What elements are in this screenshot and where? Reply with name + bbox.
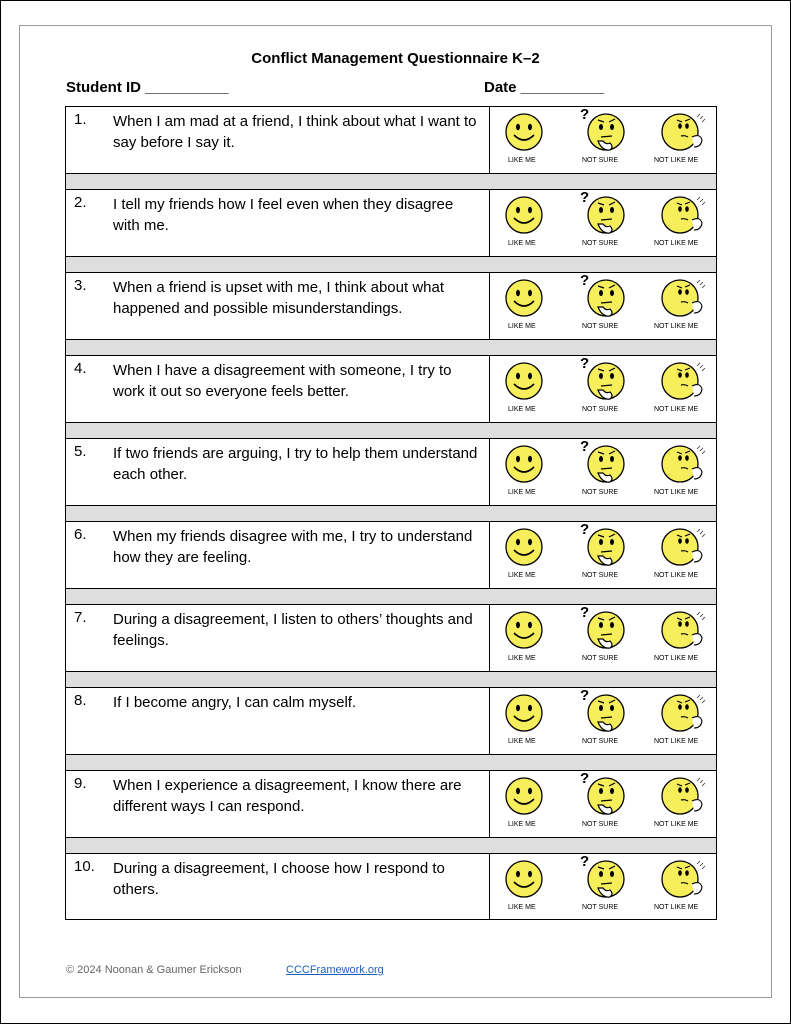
question-number: 4. — [74, 360, 87, 377]
question-row — [66, 605, 716, 671]
row-separator — [66, 422, 716, 439]
not-like-me-option[interactable] — [650, 605, 710, 671]
smiley-icon — [492, 439, 552, 489]
skeptical-face-icon — [650, 273, 710, 323]
copyright-text: © 2024 Noonan & Gaumer Erickson — [66, 964, 242, 976]
row-separator — [66, 671, 716, 688]
skeptical-face-icon — [650, 605, 710, 655]
question-mark: ? — [580, 272, 590, 289]
smiley-icon — [492, 605, 552, 655]
smiley-icon — [492, 522, 552, 572]
skeptical-face-icon — [650, 771, 710, 821]
choice-label: NOT LIKE ME — [654, 489, 699, 496]
skeptical-face-icon — [650, 107, 710, 157]
question-mark: ? — [580, 355, 590, 372]
choice-label: NOT SURE — [582, 157, 619, 164]
column-divider — [489, 771, 490, 837]
question-text: If two friends are arguing, I try to help them understand each other. — [113, 445, 478, 483]
question-text: During a disagreement, I choose how I respond to others. — [113, 860, 445, 898]
choice-label: LIKE ME — [508, 821, 536, 828]
choice-label: LIKE ME — [508, 738, 536, 745]
question-text: During a disagreement, I listen to others’ thoughts and feelings. — [113, 611, 473, 649]
question-mark: ? — [580, 438, 590, 455]
skeptical-face-icon — [650, 356, 710, 406]
choice-label: NOT LIKE ME — [654, 572, 699, 579]
question-text: When a friend is upset with me, I think about what happened and possible misunderstandings. — [113, 279, 445, 317]
row-separator — [66, 256, 716, 273]
question-row — [66, 356, 716, 422]
choice-label: LIKE ME — [508, 655, 536, 662]
question-mark: ? — [580, 106, 590, 123]
question-row — [66, 522, 716, 588]
choice-label: NOT LIKE ME — [654, 821, 699, 828]
question-row — [66, 107, 716, 173]
not-sure-option[interactable] — [572, 854, 632, 920]
question-mark: ? — [580, 189, 590, 206]
smiley-icon — [492, 107, 552, 157]
choice-label: LIKE ME — [508, 572, 536, 579]
question-number: 10. — [74, 858, 95, 875]
column-divider — [489, 854, 490, 920]
question-text: If I become angry, I can calm myself. — [113, 694, 357, 711]
question-number: 8. — [74, 692, 87, 709]
page-title: Conflict Management Questionnaire K–2 — [251, 50, 540, 67]
choice-label: NOT LIKE ME — [654, 157, 699, 164]
question-row — [66, 771, 716, 837]
choice-label: LIKE ME — [508, 157, 536, 164]
question-text: When I have a disagreement with someone, I try to work it out so everyone feels better. — [113, 362, 452, 400]
not-like-me-option[interactable] — [650, 273, 710, 339]
column-divider — [489, 605, 490, 671]
not-sure-option[interactable] — [572, 190, 632, 256]
question-number: 7. — [74, 609, 87, 626]
column-divider — [489, 356, 490, 422]
question-row — [66, 439, 716, 505]
question-mark: ? — [580, 687, 590, 704]
question-mark: ? — [580, 853, 590, 870]
not-like-me-option[interactable] — [650, 190, 710, 256]
question-row — [66, 854, 716, 920]
not-like-me-option[interactable] — [650, 771, 710, 837]
smiley-icon — [492, 356, 552, 406]
question-text: When I am mad at a friend, I think about what I want to say before I say it. — [113, 113, 477, 151]
choice-label: NOT LIKE ME — [654, 323, 699, 330]
question-mark: ? — [580, 604, 590, 621]
like-me-option[interactable] — [492, 190, 552, 256]
row-separator — [66, 837, 716, 854]
question-number: 5. — [74, 443, 87, 460]
column-divider — [489, 190, 490, 256]
student-id-field[interactable]: Student ID __________ — [66, 79, 229, 96]
not-sure-option[interactable] — [572, 605, 632, 671]
like-me-option[interactable] — [492, 273, 552, 339]
choice-label: NOT SURE — [582, 821, 619, 828]
questionnaire-table — [65, 106, 717, 920]
like-me-option[interactable] — [492, 771, 552, 837]
choice-label: NOT SURE — [582, 904, 619, 911]
not-like-me-option[interactable] — [650, 688, 710, 754]
choice-label: NOT SURE — [582, 572, 619, 579]
smiley-icon — [492, 273, 552, 323]
question-text: When I experience a disagreement, I know there are different ways I can respond. — [113, 777, 462, 815]
question-row — [66, 688, 716, 754]
not-like-me-option[interactable] — [650, 522, 710, 588]
choice-label: NOT LIKE ME — [654, 655, 699, 662]
choice-label: LIKE ME — [508, 489, 536, 496]
row-separator — [66, 173, 716, 190]
smiley-icon — [492, 854, 552, 904]
not-sure-option[interactable] — [572, 522, 632, 588]
not-like-me-option[interactable] — [650, 107, 710, 173]
question-row — [66, 273, 716, 339]
not-sure-option[interactable] — [572, 439, 632, 505]
choice-label: LIKE ME — [508, 904, 536, 911]
choice-label: NOT LIKE ME — [654, 406, 699, 413]
question-text: I tell my friends how I feel even when they disagree with me. — [113, 196, 454, 234]
choice-label: NOT LIKE ME — [654, 240, 699, 247]
smiley-icon — [492, 688, 552, 738]
question-number: 6. — [74, 526, 87, 543]
choice-label: LIKE ME — [508, 323, 536, 330]
row-separator — [66, 339, 716, 356]
question-number: 2. — [74, 194, 87, 211]
like-me-option[interactable] — [492, 522, 552, 588]
not-like-me-option[interactable] — [650, 854, 710, 920]
not-sure-option[interactable] — [572, 356, 632, 422]
not-sure-option[interactable] — [572, 273, 632, 339]
not-sure-option[interactable] — [572, 771, 632, 837]
choice-label: NOT SURE — [582, 323, 619, 330]
skeptical-face-icon — [650, 688, 710, 738]
choice-label: NOT SURE — [582, 655, 619, 662]
question-text: When my friends disagree with me, I try to understand how they are feeling. — [113, 528, 473, 566]
choice-label: NOT SURE — [582, 240, 619, 247]
column-divider — [489, 688, 490, 754]
not-like-me-option[interactable] — [650, 356, 710, 422]
skeptical-face-icon — [650, 854, 710, 904]
column-divider — [489, 522, 490, 588]
choice-label: LIKE ME — [508, 406, 536, 413]
question-row — [66, 190, 716, 256]
footer-link[interactable]: CCCFramework.org — [286, 964, 384, 976]
choice-label: NOT SURE — [582, 489, 619, 496]
smiley-icon — [492, 190, 552, 240]
smiley-icon — [492, 771, 552, 821]
like-me-option[interactable] — [492, 439, 552, 505]
question-number: 3. — [74, 277, 87, 294]
choice-label: NOT SURE — [582, 738, 619, 745]
choice-label: NOT SURE — [582, 406, 619, 413]
row-separator — [66, 588, 716, 605]
not-like-me-option[interactable] — [650, 439, 710, 505]
choice-label: LIKE ME — [508, 240, 536, 247]
question-mark: ? — [580, 521, 590, 538]
date-field[interactable]: Date __________ — [484, 79, 605, 96]
skeptical-face-icon — [650, 190, 710, 240]
row-separator — [66, 754, 716, 771]
column-divider — [489, 439, 490, 505]
like-me-option[interactable] — [492, 688, 552, 754]
row-separator — [66, 505, 716, 522]
like-me-option[interactable] — [492, 605, 552, 671]
like-me-option[interactable] — [492, 107, 552, 173]
question-number: 1. — [74, 111, 87, 128]
question-number: 9. — [74, 775, 87, 792]
not-sure-option[interactable] — [572, 688, 632, 754]
choice-label: NOT LIKE ME — [654, 904, 699, 911]
like-me-option[interactable] — [492, 356, 552, 422]
question-mark: ? — [580, 770, 590, 787]
column-divider — [489, 273, 490, 339]
choice-label: NOT LIKE ME — [654, 738, 699, 745]
not-sure-option[interactable] — [572, 107, 632, 173]
like-me-option[interactable] — [492, 854, 552, 920]
skeptical-face-icon — [650, 439, 710, 489]
skeptical-face-icon — [650, 522, 710, 572]
column-divider — [489, 107, 490, 173]
